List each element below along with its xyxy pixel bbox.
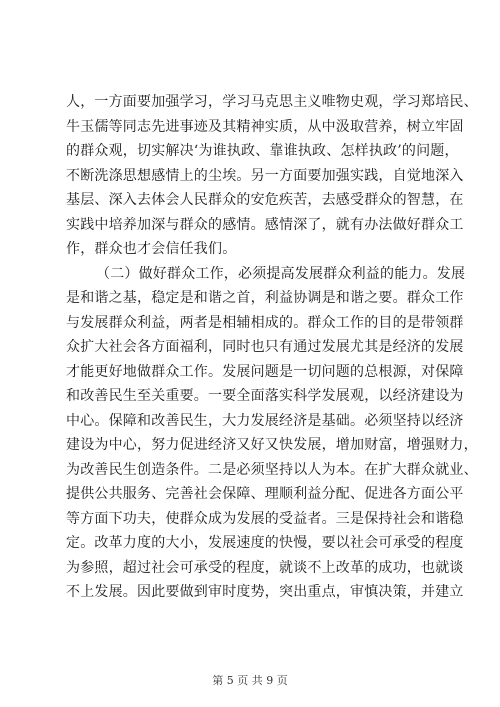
text-line: 定。改革力度的大小，发展速度的快慢，要以社会可承受的程度	[66, 535, 464, 551]
text-line: 牛玉儒等同志先进事迹及其精神实质，从中汲取营养，树立牢固	[66, 118, 464, 135]
paragraph-start-line: （二）做好群众工作，必须提高发展群众利益的能力。发展	[96, 265, 466, 282]
text-line: 和改善民生至关重要。一要全面落实科学发展观，以经济建设为	[66, 388, 464, 404]
text-line: 作，群众也才会信任我们。	[66, 241, 237, 257]
text-line: 与发展群众利益，两者是相辅相成的。群众工作的目的是带领群	[66, 314, 464, 331]
text-line: 为改善民生创造条件。二是必须坚持以人为本。在扩大群众就业、	[66, 461, 478, 478]
text-line: 才能更好地做群众工作。发展问题是一切问题的总根源，对保障	[66, 363, 464, 380]
text-line: 实践中培养加深与群众的感情。感情深了，就有办法做好群众工	[66, 216, 464, 233]
text-line: 提供公共服务、完善社会保障、理顺利益分配、促进各方面公平	[66, 486, 464, 502]
text-line: 众扩大社会各方面福利，同时也只有通过发展尤其是经济的发展	[66, 339, 464, 355]
body-text	[66, 90, 478, 605]
text-line: 的群众观，切实解决‘为谁执政、靠谁执政、怎样执政’的问题，	[66, 143, 459, 159]
text-line: 人，一方面要加强学习，学习马克思主义唯物史观，学习郑培民、	[66, 94, 478, 110]
text-line: 中心。保障和改善民生，大力发展经济是基础。必须坚持以经济	[66, 412, 464, 429]
text-line: 是和谐之基，稳定是和谐之首，利益协调是和谐之要。群众工作	[66, 290, 464, 306]
text-line: 不上发展。因此要做到审时度势，突出重点，审慎决策，并建立	[66, 584, 464, 600]
text-line: 等方面下功夫，使群众成为发展的受益者。三是保持社会和谐稳	[66, 510, 464, 527]
text-line: 基层、深入去体会人民群众的安危疾苦，去感受群众的智慧，在	[66, 192, 464, 208]
page-number-footer: 第 5 页 共 9 页	[212, 674, 288, 687]
text-line: 不断洗涤思想感情上的尘埃。另一方面要加强实践，自觉地深入	[66, 167, 464, 184]
text-line: 为参照，超过社会可承受的程度，就谈不上改革的成功，也就谈	[66, 559, 464, 576]
text-line: 建设为中心，努力促进经济又好又快发展，增加财富，增强财力，	[66, 437, 478, 453]
